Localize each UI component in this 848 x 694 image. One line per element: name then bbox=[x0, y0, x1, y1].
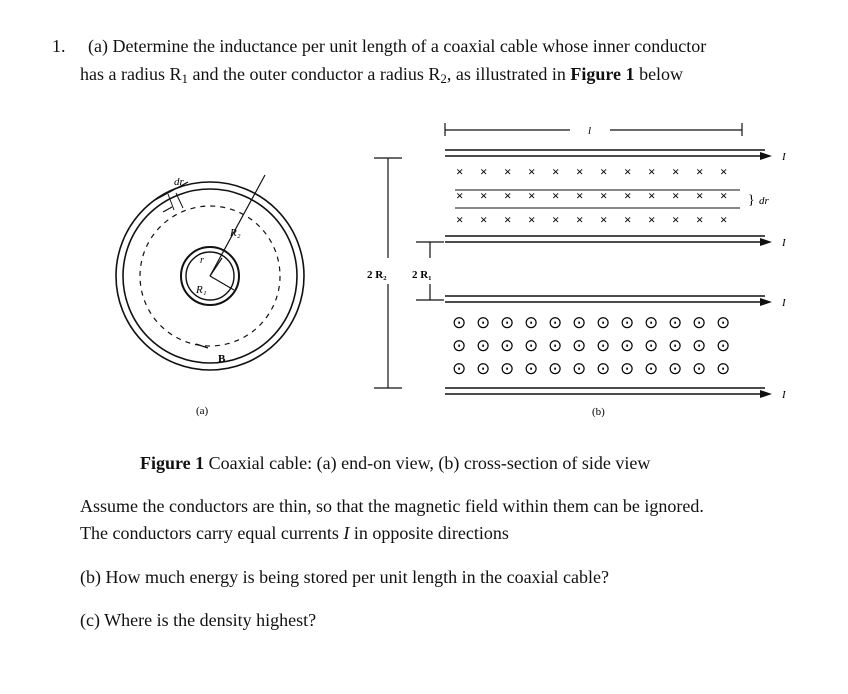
x-mark: × bbox=[720, 188, 728, 203]
x-mark: × bbox=[528, 164, 536, 179]
dot-mark: ⊙ bbox=[572, 359, 587, 378]
dot-mark: ⊙ bbox=[692, 359, 707, 378]
x-mark: × bbox=[456, 212, 464, 227]
dot-mark: ⊙ bbox=[596, 336, 611, 355]
label-l: l bbox=[588, 125, 592, 137]
dot-mark: ⊙ bbox=[572, 313, 587, 332]
arrowheads bbox=[760, 152, 772, 398]
x-mark: × bbox=[624, 188, 632, 203]
label-r: r bbox=[200, 255, 204, 266]
x-mark: × bbox=[504, 164, 512, 179]
dot-mark: ⊙ bbox=[476, 336, 491, 355]
question-part-a-line1: (a) Determine the inductance per unit length of a coaxial cable whose inner conductor bbox=[88, 36, 707, 56]
label-R1: R₁ bbox=[196, 284, 207, 296]
x-mark: × bbox=[600, 188, 608, 203]
line2-start: has a radius R bbox=[80, 64, 182, 84]
figure-1 bbox=[110, 118, 800, 428]
x-mark: × bbox=[600, 212, 608, 227]
label-B: B bbox=[218, 353, 226, 365]
x-mark: × bbox=[552, 164, 560, 179]
caption-bold: Figure 1 bbox=[140, 453, 205, 473]
dot-mark: ⊙ bbox=[476, 313, 491, 332]
label-R2: R₂ bbox=[230, 227, 241, 239]
assume-line2-current: I bbox=[343, 523, 350, 543]
x-mark: × bbox=[648, 164, 656, 179]
side-view-lines bbox=[445, 150, 765, 394]
dot-mark: ⊙ bbox=[500, 359, 515, 378]
x-mark: × bbox=[528, 212, 536, 227]
x-mark: × bbox=[624, 212, 632, 227]
line2-mid: and the outer conductor a radius R bbox=[187, 64, 441, 84]
dot-mark: ⊙ bbox=[596, 313, 611, 332]
assume-line1: Assume the conductors are thin, so that the magnetic field within them can be ignored. bbox=[80, 496, 704, 516]
x-mark: × bbox=[600, 164, 608, 179]
x-mark: × bbox=[696, 212, 704, 227]
dot-mark: ⊙ bbox=[476, 359, 491, 378]
x-mark: × bbox=[696, 164, 704, 179]
dot-mark: ⊙ bbox=[716, 336, 731, 355]
question-part-c: (c) Where is the density highest? bbox=[80, 610, 317, 630]
question-part-a-line2 bbox=[80, 64, 683, 87]
dot-mark: ⊙ bbox=[668, 313, 683, 332]
label-I-top: I bbox=[782, 151, 786, 163]
x-mark: × bbox=[672, 188, 680, 203]
dot-mark-grid bbox=[452, 313, 730, 378]
x-mark: × bbox=[648, 188, 656, 203]
x-mark: × bbox=[576, 212, 584, 227]
x-mark: × bbox=[504, 212, 512, 227]
dot-mark: ⊙ bbox=[596, 359, 611, 378]
label-dr-left: dr bbox=[174, 176, 184, 188]
label-I-inner-bottom: I bbox=[782, 297, 786, 309]
x-mark-grid bbox=[456, 164, 727, 227]
dot-mark: ⊙ bbox=[692, 313, 707, 332]
dot-mark: ⊙ bbox=[524, 359, 539, 378]
dot-mark: ⊙ bbox=[620, 359, 635, 378]
assume-line2-end: in opposite directions bbox=[349, 523, 509, 543]
dot-mark: ⊙ bbox=[716, 313, 731, 332]
end-on-view bbox=[116, 175, 304, 370]
line2-tail: below bbox=[634, 64, 684, 84]
x-mark: × bbox=[552, 212, 560, 227]
caption-text: Coaxial cable: (a) end-on view, (b) cross-section of side view bbox=[204, 453, 651, 473]
figure-caption bbox=[140, 453, 650, 474]
figure-reference: Figure 1 bbox=[570, 64, 635, 84]
x-mark: × bbox=[528, 188, 536, 203]
dot-mark: ⊙ bbox=[548, 313, 563, 332]
x-mark: × bbox=[648, 212, 656, 227]
dot-mark: ⊙ bbox=[716, 359, 731, 378]
x-mark: × bbox=[480, 164, 488, 179]
subscript-2: 2 bbox=[440, 71, 447, 86]
label-2R1: 2 R₁ bbox=[412, 269, 432, 281]
label-dr-right: dr bbox=[759, 195, 769, 207]
x-mark: × bbox=[672, 164, 680, 179]
label-2R2: 2 R₂ bbox=[367, 269, 387, 281]
x-mark: × bbox=[720, 164, 728, 179]
x-mark: × bbox=[576, 188, 584, 203]
label-I-inner-top: I bbox=[782, 237, 786, 249]
x-mark: × bbox=[624, 164, 632, 179]
x-mark: × bbox=[504, 188, 512, 203]
label-b: (b) bbox=[592, 406, 605, 418]
assume-line2-start: The conductors carry equal currents bbox=[80, 523, 344, 543]
dot-mark: ⊙ bbox=[668, 336, 683, 355]
dot-mark: ⊙ bbox=[452, 313, 467, 332]
dot-mark: ⊙ bbox=[500, 336, 515, 355]
dot-mark: ⊙ bbox=[572, 336, 587, 355]
dot-mark: ⊙ bbox=[620, 313, 635, 332]
dot-mark: ⊙ bbox=[548, 336, 563, 355]
dot-mark: ⊙ bbox=[644, 359, 659, 378]
x-mark: × bbox=[720, 212, 728, 227]
x-mark: × bbox=[576, 164, 584, 179]
brace: } bbox=[748, 193, 755, 208]
dot-mark: ⊙ bbox=[644, 336, 659, 355]
dot-mark: ⊙ bbox=[524, 313, 539, 332]
x-mark: × bbox=[480, 212, 488, 227]
x-mark: × bbox=[456, 164, 464, 179]
dot-mark: ⊙ bbox=[452, 336, 467, 355]
dot-mark: ⊙ bbox=[692, 336, 707, 355]
label-I-bottom: I bbox=[782, 389, 786, 401]
dot-mark: ⊙ bbox=[548, 359, 563, 378]
question-number: 1. bbox=[52, 36, 66, 56]
dot-mark: ⊙ bbox=[668, 359, 683, 378]
assume-line2 bbox=[80, 523, 509, 544]
dot-mark: ⊙ bbox=[644, 313, 659, 332]
dot-mark: ⊙ bbox=[452, 359, 467, 378]
x-mark: × bbox=[672, 212, 680, 227]
dot-mark: ⊙ bbox=[500, 313, 515, 332]
x-mark: × bbox=[480, 188, 488, 203]
line2-end: , as illustrated in bbox=[446, 64, 571, 84]
label-a: (a) bbox=[196, 405, 209, 417]
x-mark: × bbox=[552, 188, 560, 203]
x-mark: × bbox=[696, 188, 704, 203]
subscript-1: 1 bbox=[181, 71, 188, 86]
question-part-b: (b) How much energy is being stored per unit length in the coaxial cable? bbox=[80, 567, 610, 587]
dot-mark: ⊙ bbox=[620, 336, 635, 355]
x-mark: × bbox=[456, 188, 464, 203]
dot-mark: ⊙ bbox=[524, 336, 539, 355]
